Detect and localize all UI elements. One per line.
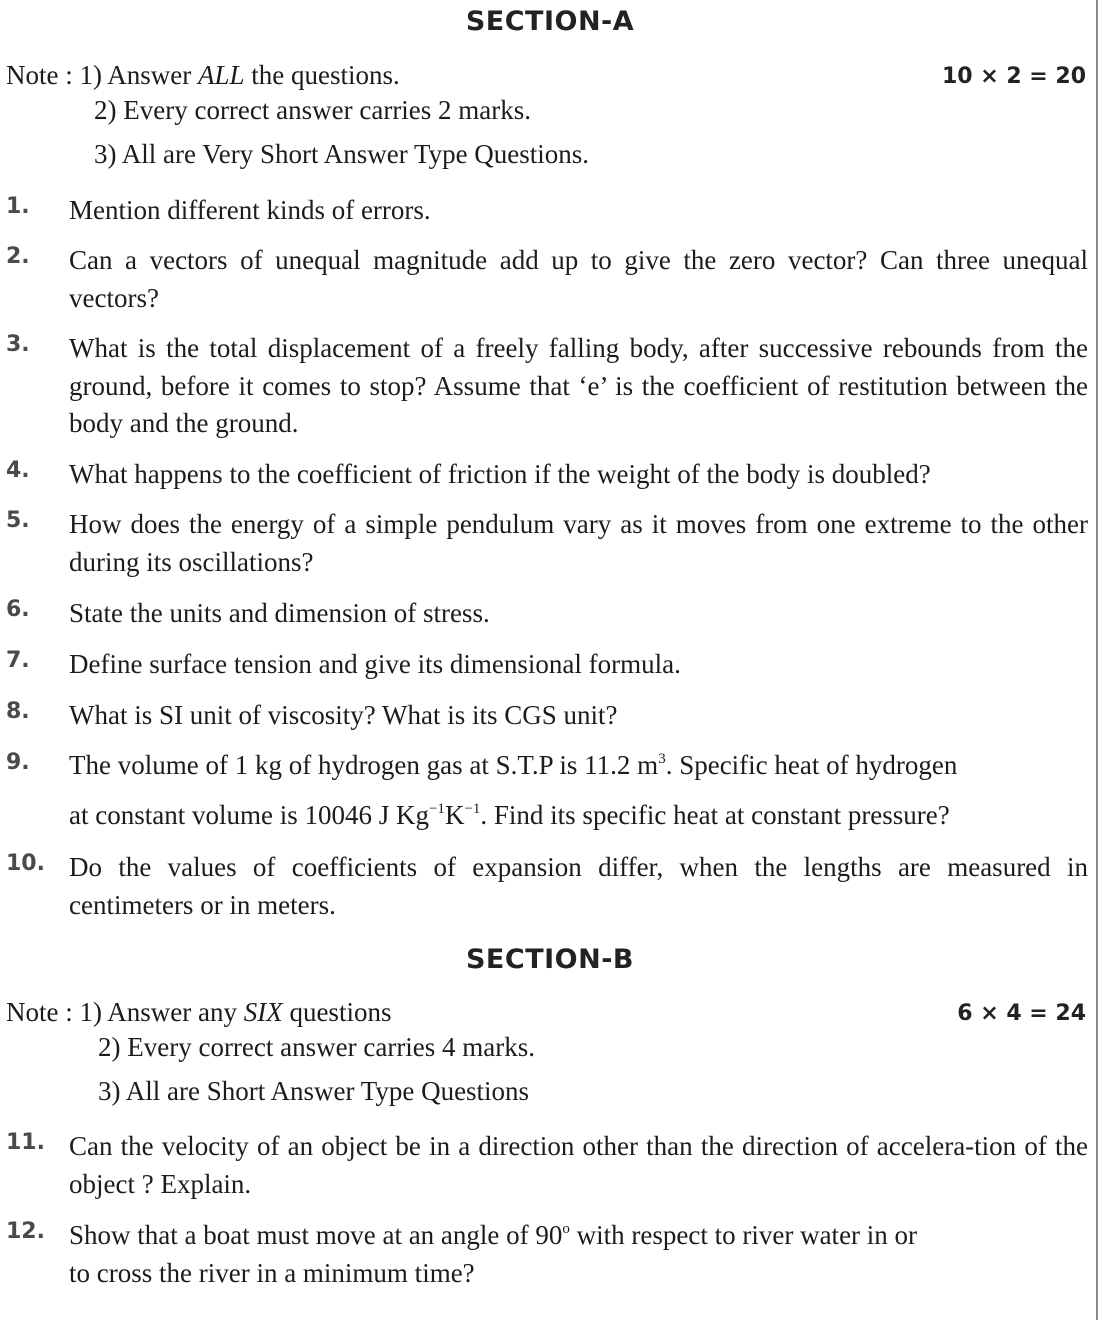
question-number: 6.: [6, 597, 30, 622]
question-text: Mention different kinds of errors.: [69, 195, 431, 225]
question-9-line-1: The volume of 1 kg of hydrogen gas at S.T.P is 11.2 m: [69, 750, 659, 780]
question-text: What is SI unit of viscosity? What is its CGS unit?: [69, 700, 618, 730]
question-number: 12.: [6, 1219, 45, 1244]
section-a-title: SECTION-A: [465, 6, 635, 37]
question-text: Do the values of coefficients of expansion differ, when the lengths are measured in centimeters or in meters.: [69, 852, 1088, 920]
degree-symbol: o: [562, 1221, 570, 1237]
section-b-title: SECTION-B: [465, 944, 634, 975]
question-number: 10.: [6, 851, 45, 876]
question-text: What is the total displacement of a freely falling body, after successive rebounds from the ground, before it comes to stop? Assume that ‘e’ is the coefficient of restitution between the body and the ground.: [69, 333, 1088, 438]
section-b-note-label: Note :: [6, 997, 73, 1027]
question-number: 8.: [6, 699, 30, 724]
section-a-note-label: Note :: [6, 60, 73, 90]
question-text: State the units and dimension of stress.: [69, 598, 490, 628]
question-12-line-1: Show that a boat must move at an angle of 90: [69, 1220, 563, 1250]
question-text: Can a vectors of unequal magnitude add up to give the zero vector? Can three unequal vectors?: [69, 245, 1088, 313]
question-number: 4.: [6, 458, 30, 483]
section-b-note-1-emphasis: SIX: [243, 997, 283, 1027]
unit-kelvin: K: [444, 800, 465, 830]
question-12-line-2: to cross the river in a minimum time?: [69, 1257, 475, 1288]
section-a-note-2: 2) Every correct answer carries 2 marks.: [94, 95, 532, 125]
question-text: [69, 1217, 1088, 1292]
question-9-line-1-end: . Specific heat of hydrogen: [665, 750, 958, 780]
question-number: 11.: [6, 1130, 45, 1155]
section-a-note-line-1: [6, 60, 400, 91]
section-a-note-3: 3) All are Very Short Answer Type Questions.: [94, 139, 590, 169]
question-9-line-2-end: . Find its specific heat at constant pressure?: [480, 800, 950, 830]
section-b-note-2: 2) Every correct answer carries 4 marks.: [98, 1032, 536, 1062]
question-number: 1.: [6, 194, 30, 219]
exponent: 3: [658, 751, 666, 767]
section-a-marks: 10 × 2 = 20: [941, 64, 1086, 89]
exponent: −1: [428, 801, 445, 817]
page-edge-rule: [1096, 0, 1098, 1320]
section-a-note-1-emphasis: ALL: [197, 60, 245, 90]
question-text: Can the velocity of an object be in a direction other than the direction of accelera-tion of the object ? Explain.: [69, 1131, 1088, 1199]
section-b-note-1-pre: 1) Answer any: [72, 997, 244, 1027]
question-number: 5.: [6, 508, 30, 533]
question-text: [69, 740, 1088, 840]
question-9-line-2: at constant volume is 10046 J Kg: [69, 800, 429, 830]
section-b-note-3: 3) All are Short Answer Type Questions: [98, 1076, 530, 1106]
exponent: −1: [464, 801, 481, 817]
question-text: What happens to the coefficient of friction if the weight of the body is doubled?: [69, 459, 931, 489]
question-number: 2.: [6, 244, 30, 269]
section-a-note-1-pre: 1) Answer: [79, 60, 198, 90]
section-b-note-line-1: [6, 997, 391, 1028]
question-number: 3.: [6, 332, 30, 357]
section-a-note-1-post: the questions.: [244, 60, 400, 90]
question-12-line-1-end: with respect to river water in or: [569, 1220, 918, 1250]
section-b-marks: 6 × 4 = 24: [957, 1001, 1086, 1026]
question-number: 9.: [6, 750, 30, 775]
section-b-note-1-post: questions: [282, 997, 392, 1027]
question-text: Define surface tension and give its dimensional formula.: [69, 649, 681, 679]
question-number: 7.: [6, 648, 30, 673]
question-text: How does the energy of a simple pendulum vary as it moves from one extreme to the other during its oscillations?: [69, 509, 1088, 577]
